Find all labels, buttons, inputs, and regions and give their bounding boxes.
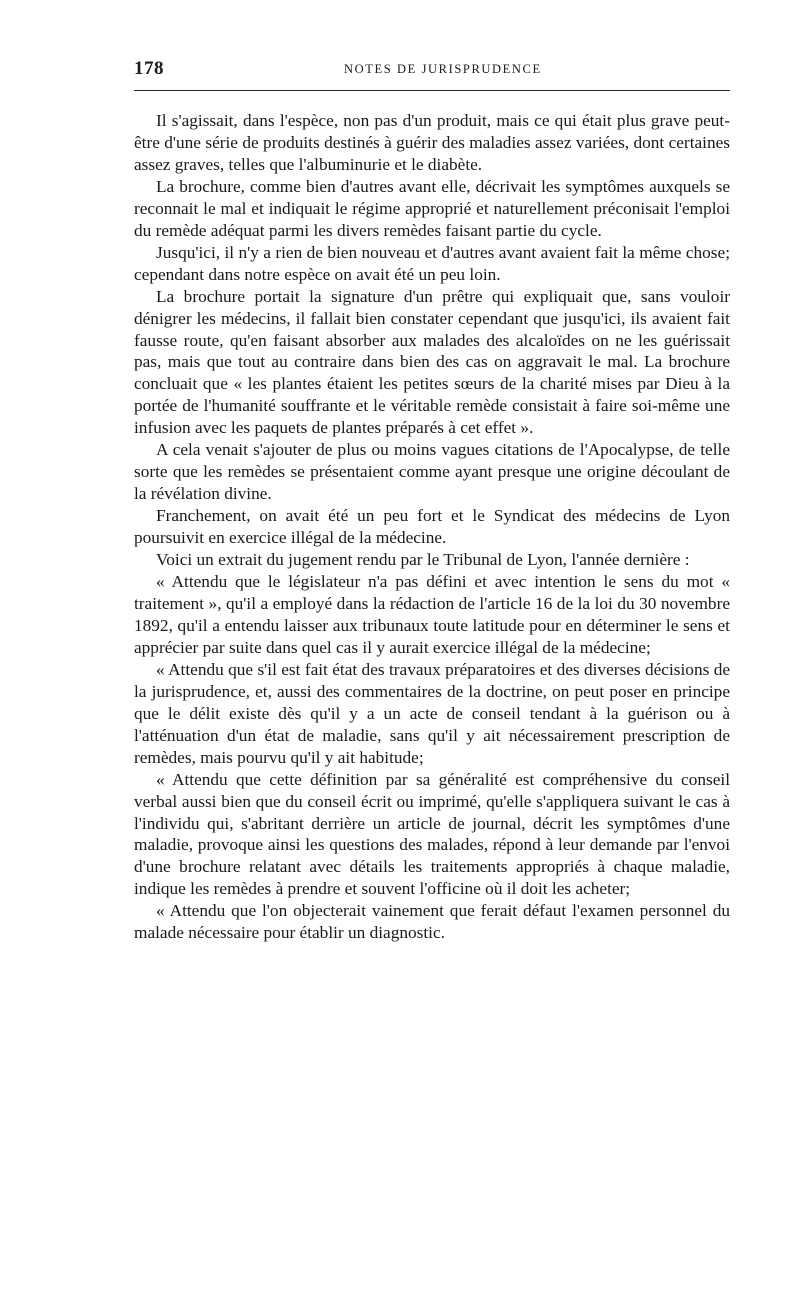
page-number: 178 <box>134 58 164 79</box>
paragraph: Voici un extrait du jugement rendu par le Tribunal de Lyon, l'année dernière : <box>156 550 690 570</box>
quoted-paragraph: « Attendu que cette définition par sa généralité est compréhensive du conseil verbal aussi bien que du conseil écrit ou imprimé, qu'elle s'appliquera suivant le cas à l'individu qui, s'abritant derrière un article de journal, décrit les symptômes d'une maladie, provoque ainsi les questions des malades, répond à leur demande par l'envoi d'une brochure relatant avec détails les traitements appropriés à chaque maladie, indique les remèdes à prendre et souvent l'officine où il doit les acheter; <box>134 769 730 899</box>
paragraph: Il s'agissait, dans l'espèce, non pas d'un produit, mais ce qui était plus grave peut-être d'une série de produits destinés à guérir des maladies assez variées, dont certaines assez graves, telles que l'albuminurie et le diabète. <box>134 111 730 174</box>
paragraph: La brochure portait la signature d'un prêtre qui expliquait que, sans vouloir dénigrer les médecins, il fallait bien constater cependant que jusqu'ici, ils avaient fait fausse route, qu'en faisant absorber aux malades des alcaloïdes on ne les guérissait pas, mais que tout au contraire dans bien des cas on aggravait le mal. La brochure concluait que « les plantes étaient les petites sœurs de la charité mises par Dieu à la portée de l'humanité souffrante et le véritable remède consistait à faire soi-même une infusion avec les paquets de plantes préparés à cet effet ». <box>134 286 730 438</box>
header-rule <box>134 90 730 91</box>
quoted-paragraph: « Attendu que le législateur n'a pas défini et avec intention le sens du mot « traitement », qu'il a employé dans la rédaction de l'article 16 de la loi du 30 novembre 1892, qu'il a entendu laisser aux tribunaux toute latitude pour en déterminer le sens et apprécier par suite dans quel cas il y aurait exercice illégal de la médecine; <box>134 572 730 657</box>
page-header <box>134 58 730 88</box>
paragraph: Franchement, on avait été un peu fort et le Syndicat des médecins de Lyon poursuivit en exercice illégal de la médecine. <box>134 506 730 548</box>
paragraph: A cela venait s'ajouter de plus ou moins vagues citations de l'Apocalypse, de telle sorte que les remèdes se présentaient comme ayant presque une origine découlant de la révélation divine. <box>134 440 730 504</box>
quoted-paragraph: « Attendu que l'on objecterait vainement que ferait défaut l'examen personnel du malade nécessaire pour établir un diagnostic. <box>134 901 730 943</box>
quoted-paragraph: « Attendu que s'il est fait état des travaux préparatoires et des diverses décisions de la jurisprudence, et, aussi des commentaires de la doctrine, on peut poser en principe que le délit existe dès qu'il y a un acte de conseil tendant à la guérison ou à l'atténuation d'un état de maladie, sans qu'il y ait nécessairement prescription de remèdes, mais pourvu qu'il y ait habitude; <box>134 659 730 767</box>
paragraph: La brochure, comme bien d'autres avant elle, décrivait les symptômes auxquels se reconnait le mal et indiquait le régime approprié et naturellement préconisait l'emploi du remède adéquat parmi les divers remèdes faisant partie du cycle. <box>134 176 730 240</box>
body-text <box>134 110 730 944</box>
paragraph: Jusqu'ici, il n'y a rien de bien nouveau et d'autres avant avaient fait la même chose; cependant dans notre espèce on avait été un peu loin. <box>134 242 730 284</box>
running-title: NOTES DE JURISPRUDENCE <box>344 62 542 76</box>
